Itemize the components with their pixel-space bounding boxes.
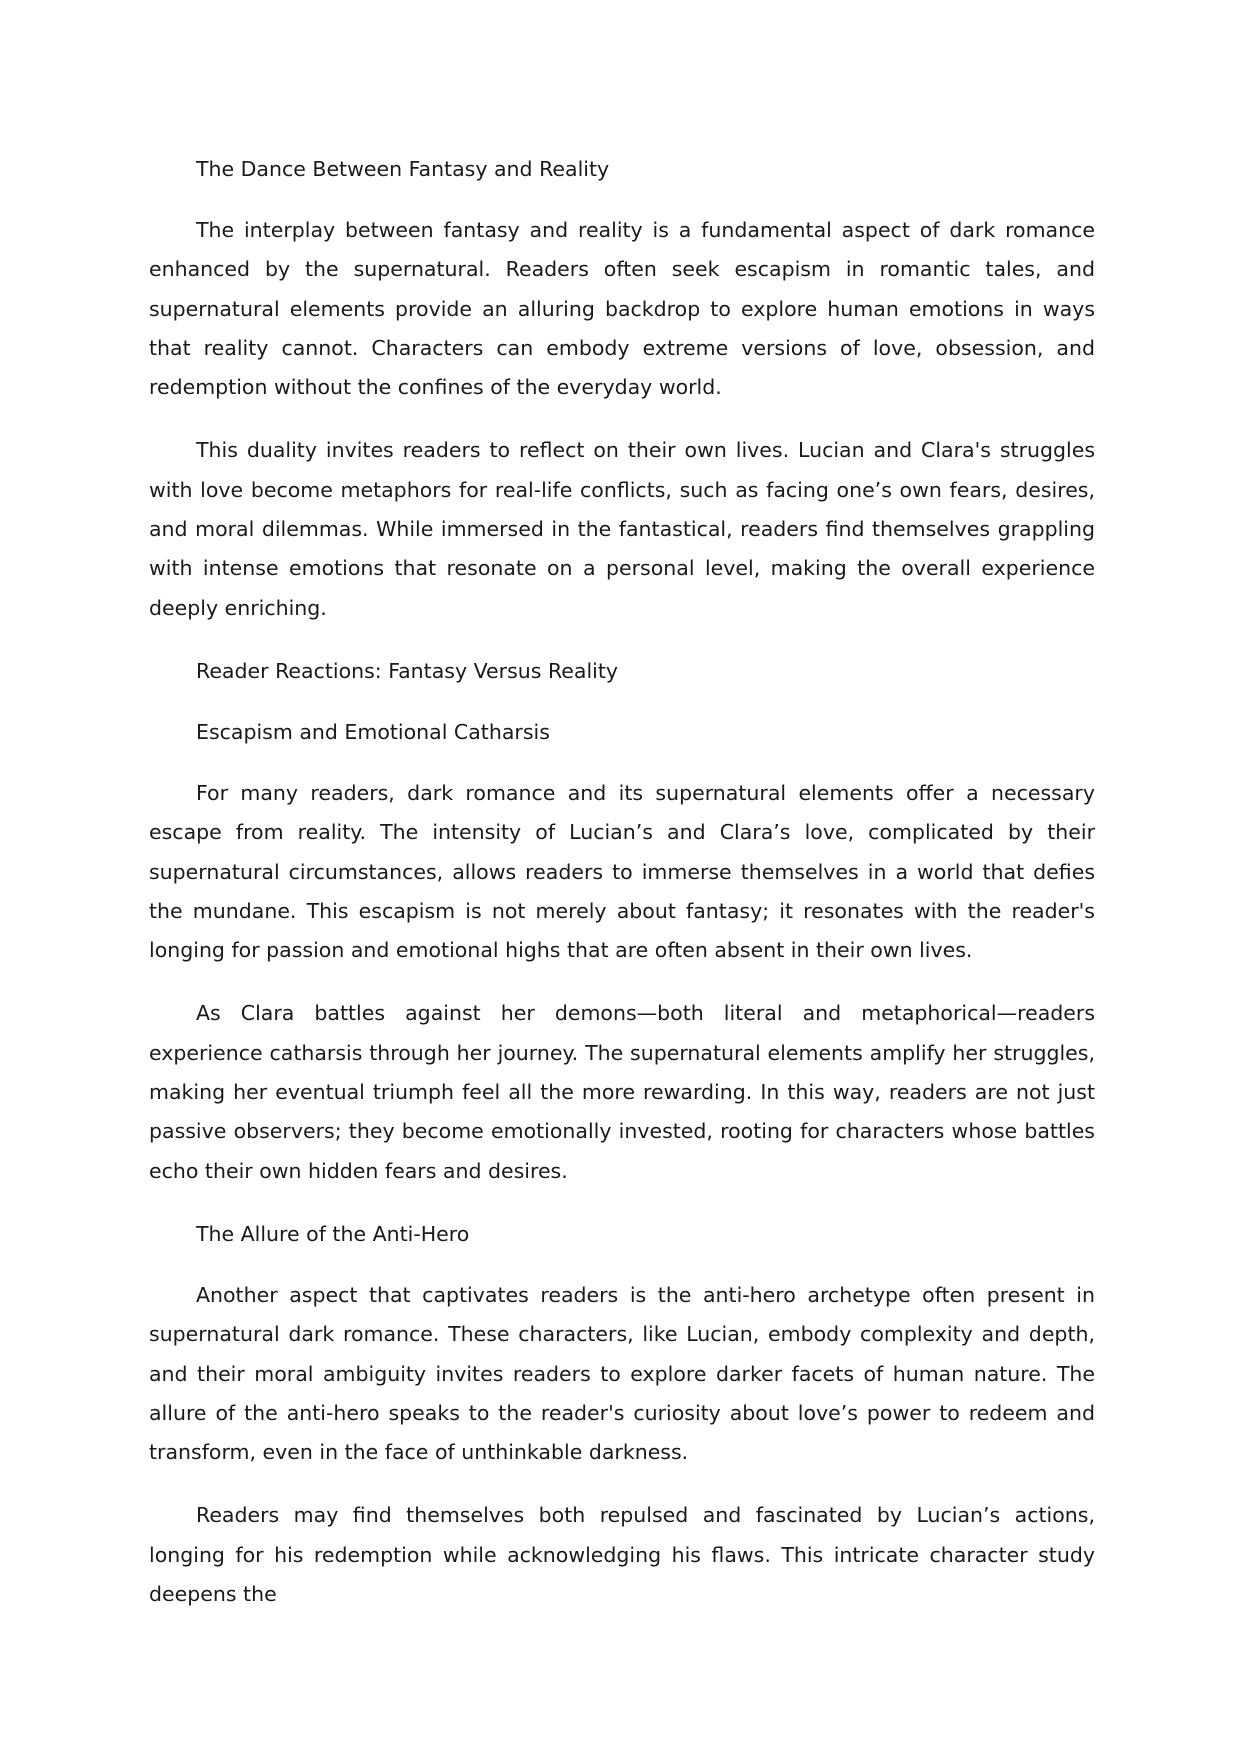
paragraph-interplay: The interplay between fantasy and reality is a fundamental aspect of dark romance enhanced by the supernatural. Readers often seek escapism in romantic tales, and supernatural elements provide an alluring backdrop to explore human emotions in ways that reality cannot. Characters can embody extreme versions of love, obsession, and redemption without the confines of the everyday world. [149,218,1095,400]
paragraph-anti-hero: Another aspect that captivates readers is the anti-hero archetype often present in supernatural dark romance. These characters, like Lucian, embody complexity and depth, and their moral ambiguity invites readers to explore darker facets of human nature. The allure of the anti-hero speaks to the reader's curiosity about love’s power to redeem and transform, even in the face of unthinkable darkness. [149,1282,1095,1465]
paragraph-escape: For many readers, dark romance and its supernatural elements offer a necessary escape from reality. The intensity of Lucian’s and Clara’s love, complicated by their supernatural circumstances, allows readers to immerse themselves in a world that defies the mundane. This escapism is not merely about fantasy; it resonates with the reader's longing for passion and emotional highs that are often absent in their own lives. [149,780,1095,963]
section-heading-dance: The Dance Between Fantasy and Reality [196,157,610,181]
text-column [149,150,1095,1638]
paragraph-repulsed: Readers may find themselves both repulsed and fascinated by Lucian’s actions, longing for his redemption while acknowledging his flaws. This intricate character study deepens the [149,1503,1095,1607]
section-heading-reader-reactions: Reader Reactions: Fantasy Versus Reality [196,658,619,683]
paragraph-catharsis: As Clara battles against her demons—both literal and metaphorical—readers experience catharsis through her journey. The supernatural elements amplify her struggles, making her eventual triumph feel all the more rewarding. In this way, readers are not just passive observers; they become emotionally invested, rooting for characters whose battles echo their own hidden fears and desires. [149,1001,1095,1183]
subsection-heading-anti-hero: The Allure of the Anti-Hero [196,1221,470,1246]
subsection-heading-escapism: Escapism and Emotional Catharsis [196,719,550,744]
paragraph-duality: This duality invites readers to reflect on their own lives. Lucian and Clara's struggles with love become metaphors for real-life conflicts, such as facing one’s own fears, desires, and moral dilemmas. While immersed in the fantastical, readers find themselves grappling with intense emotions that resonate on a personal level, making the overall experience deeply enriching. [149,438,1095,620]
